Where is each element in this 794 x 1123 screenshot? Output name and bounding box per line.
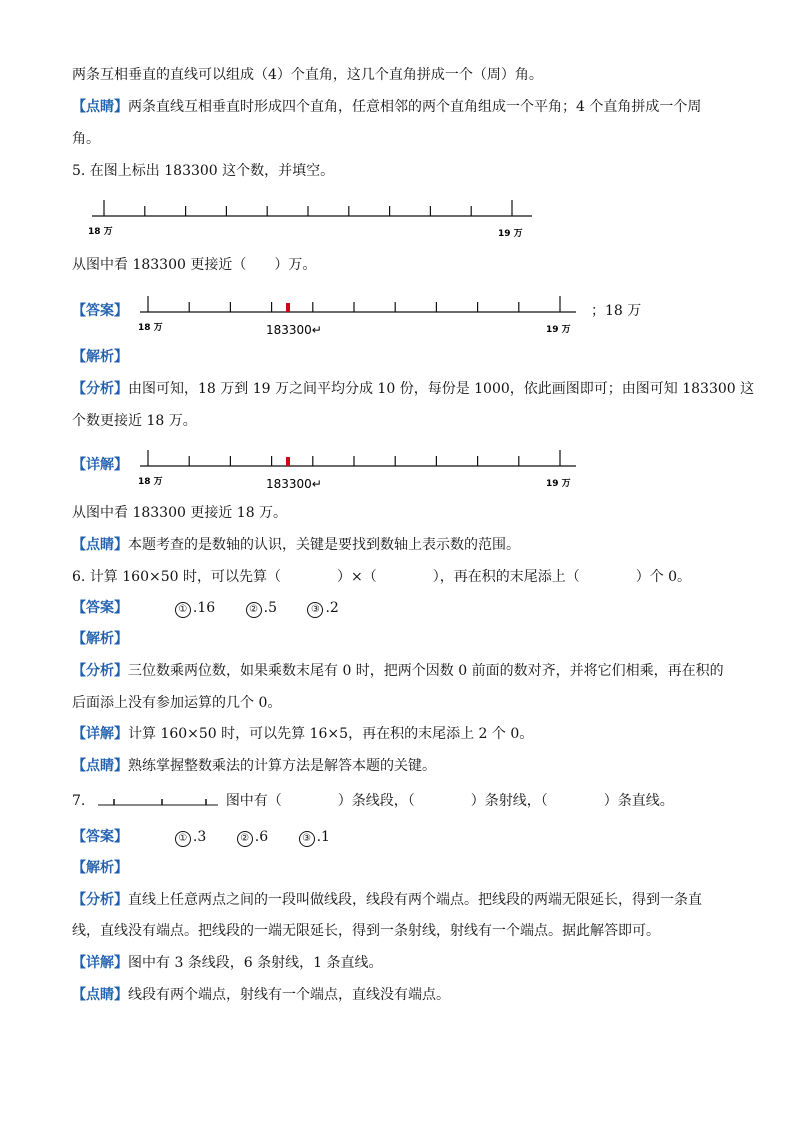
tick-label-left: 18 万 [138, 477, 163, 487]
answer-item: ③ .1 [299, 828, 330, 847]
remark-text: 线段有两个端点，射线有一个端点，直线没有端点。 [128, 987, 450, 1003]
fenxi-line [72, 662, 724, 680]
number-line-answer [136, 292, 586, 340]
remark-line [72, 757, 436, 775]
analysis-tag: 【解析】 [72, 631, 128, 647]
remark-line [72, 986, 450, 1004]
tick-label-right: 19 万 [546, 479, 571, 489]
remark-text: 熟练掌握整数乘法的计算方法是解答本题的关键。 [128, 758, 436, 774]
marker-183300 [286, 457, 290, 466]
fenxi-tag: 【分析】 [72, 663, 128, 679]
answer-item: ③ .2 [307, 599, 338, 618]
number-line-detail [136, 446, 586, 494]
fenxi-text: 三位数乘两位数，如果乘数末尾有 0 时，把两个因数 0 前面的数对齐，并将它们相乘，再在积的 [128, 663, 724, 679]
answer-tag-5 [72, 302, 128, 320]
fenxi-tag: 【分析】 [72, 892, 128, 908]
question-5: 5. 在图上标出 183300 这个数，并填空。 [72, 163, 335, 179]
remark-tag: 【点睛】 [72, 99, 128, 115]
text-line: 线，直线没有端点。把线段的一端无限延长，得到一条射线，射线有一个端点。据此解答即可。 [72, 923, 660, 939]
question-number: 7. [72, 793, 86, 809]
answer-tag: 【答案】 [72, 600, 128, 616]
text-line: 后面添上没有参加运算的几个 0。 [72, 695, 282, 711]
detail-text: 图中有 3 条线段，6 条射线，1 条直线。 [128, 955, 383, 971]
fenxi-tag: 【分析】 [72, 381, 128, 397]
answer-tag: 【答案】 [72, 303, 128, 319]
line-figure [96, 793, 222, 809]
tick-label-left: 18 万 [88, 227, 113, 237]
fenxi-text: 直线上任意两点之间的一段叫做线段，线段有两个端点。把线段的两端无限延长，得到一条直 [128, 892, 702, 908]
detail-line [72, 725, 533, 743]
fenxi-text: 由图可知，18 万到 19 万之间平均分成 10 份，每份是 1000，依此画图即可；由图可知 183300 这 [128, 381, 755, 397]
fill-line-5: 从图中看 183300 更接近（ ）万。 [72, 257, 317, 273]
ticks [148, 296, 560, 312]
analysis-tag: 【解析】 [72, 860, 128, 876]
text-line: 从图中看 183300 更接近 18 万。 [72, 505, 288, 521]
marked-label: 183300↵ [266, 477, 322, 491]
detail-tag: 【详解】 [72, 726, 128, 742]
remark-line [72, 98, 701, 116]
text-line: 个数更接近 18 万。 [72, 413, 197, 429]
detail-line [72, 954, 383, 972]
tick-label-left: 18 万 [138, 323, 163, 333]
text-line: 角。 [72, 131, 100, 147]
detail-text: 计算 160×50 时，可以先算 16×5，再在积的末尾添上 2 个 0。 [128, 726, 534, 742]
answer-item: ① .16 [175, 599, 215, 618]
xiangjie-tag-5 [72, 456, 128, 474]
answer-item: ① .3 [175, 828, 206, 847]
question-text: 图中有（ ）条线段，（ ）条射线，（ ）条直线。 [225, 793, 674, 809]
remark-text: 两条直线互相垂直时形成四个直角，任意相邻的两个直角组成一个平角；4 个直角拼成一个周 [128, 99, 702, 115]
remark-line [72, 536, 520, 554]
remark-tag: 【点睛】 [72, 537, 128, 553]
text-line: 两条互相垂直的直线可以组成（4）个直角，这几个直角拼成一个（周）角。 [72, 67, 543, 83]
answer-item: ② .5 [246, 599, 277, 618]
jiexi-tag [72, 630, 128, 648]
tick-label-right: 19 万 [498, 229, 523, 239]
number-line-question [86, 194, 546, 242]
detail-tag: 【详解】 [72, 955, 128, 971]
remark-tag: 【点睛】 [72, 987, 128, 1003]
jiexi-tag [72, 859, 128, 877]
answer-item: ② .6 [237, 828, 268, 847]
fenxi-line [72, 891, 702, 909]
detail-tag: 【详解】 [72, 457, 128, 473]
ticks [104, 200, 512, 216]
question-6: 6. 计算 160×50 时，可以先算（ ）×（ ），再在积的末尾添上（ ）个 0。 [72, 569, 692, 585]
marked-label: 183300↵ [266, 323, 322, 337]
remark-text: 本题考查的是数轴的认识，关键是要找到数轴上表示数的范围。 [128, 537, 520, 553]
answer-tag: 【答案】 [72, 829, 128, 845]
analysis-tag: 【解析】 [72, 349, 128, 365]
answer-text-5: ；18 万 [591, 303, 642, 319]
question-7 [72, 792, 674, 810]
answer-line-6 [72, 599, 365, 618]
ticks [148, 450, 560, 466]
fenxi-line [72, 380, 754, 398]
marker-183300 [286, 303, 290, 312]
remark-tag: 【点睛】 [72, 758, 128, 774]
answer-line-7 [72, 828, 356, 847]
jiexi-tag [72, 348, 128, 366]
tick-label-right: 19 万 [546, 325, 571, 335]
